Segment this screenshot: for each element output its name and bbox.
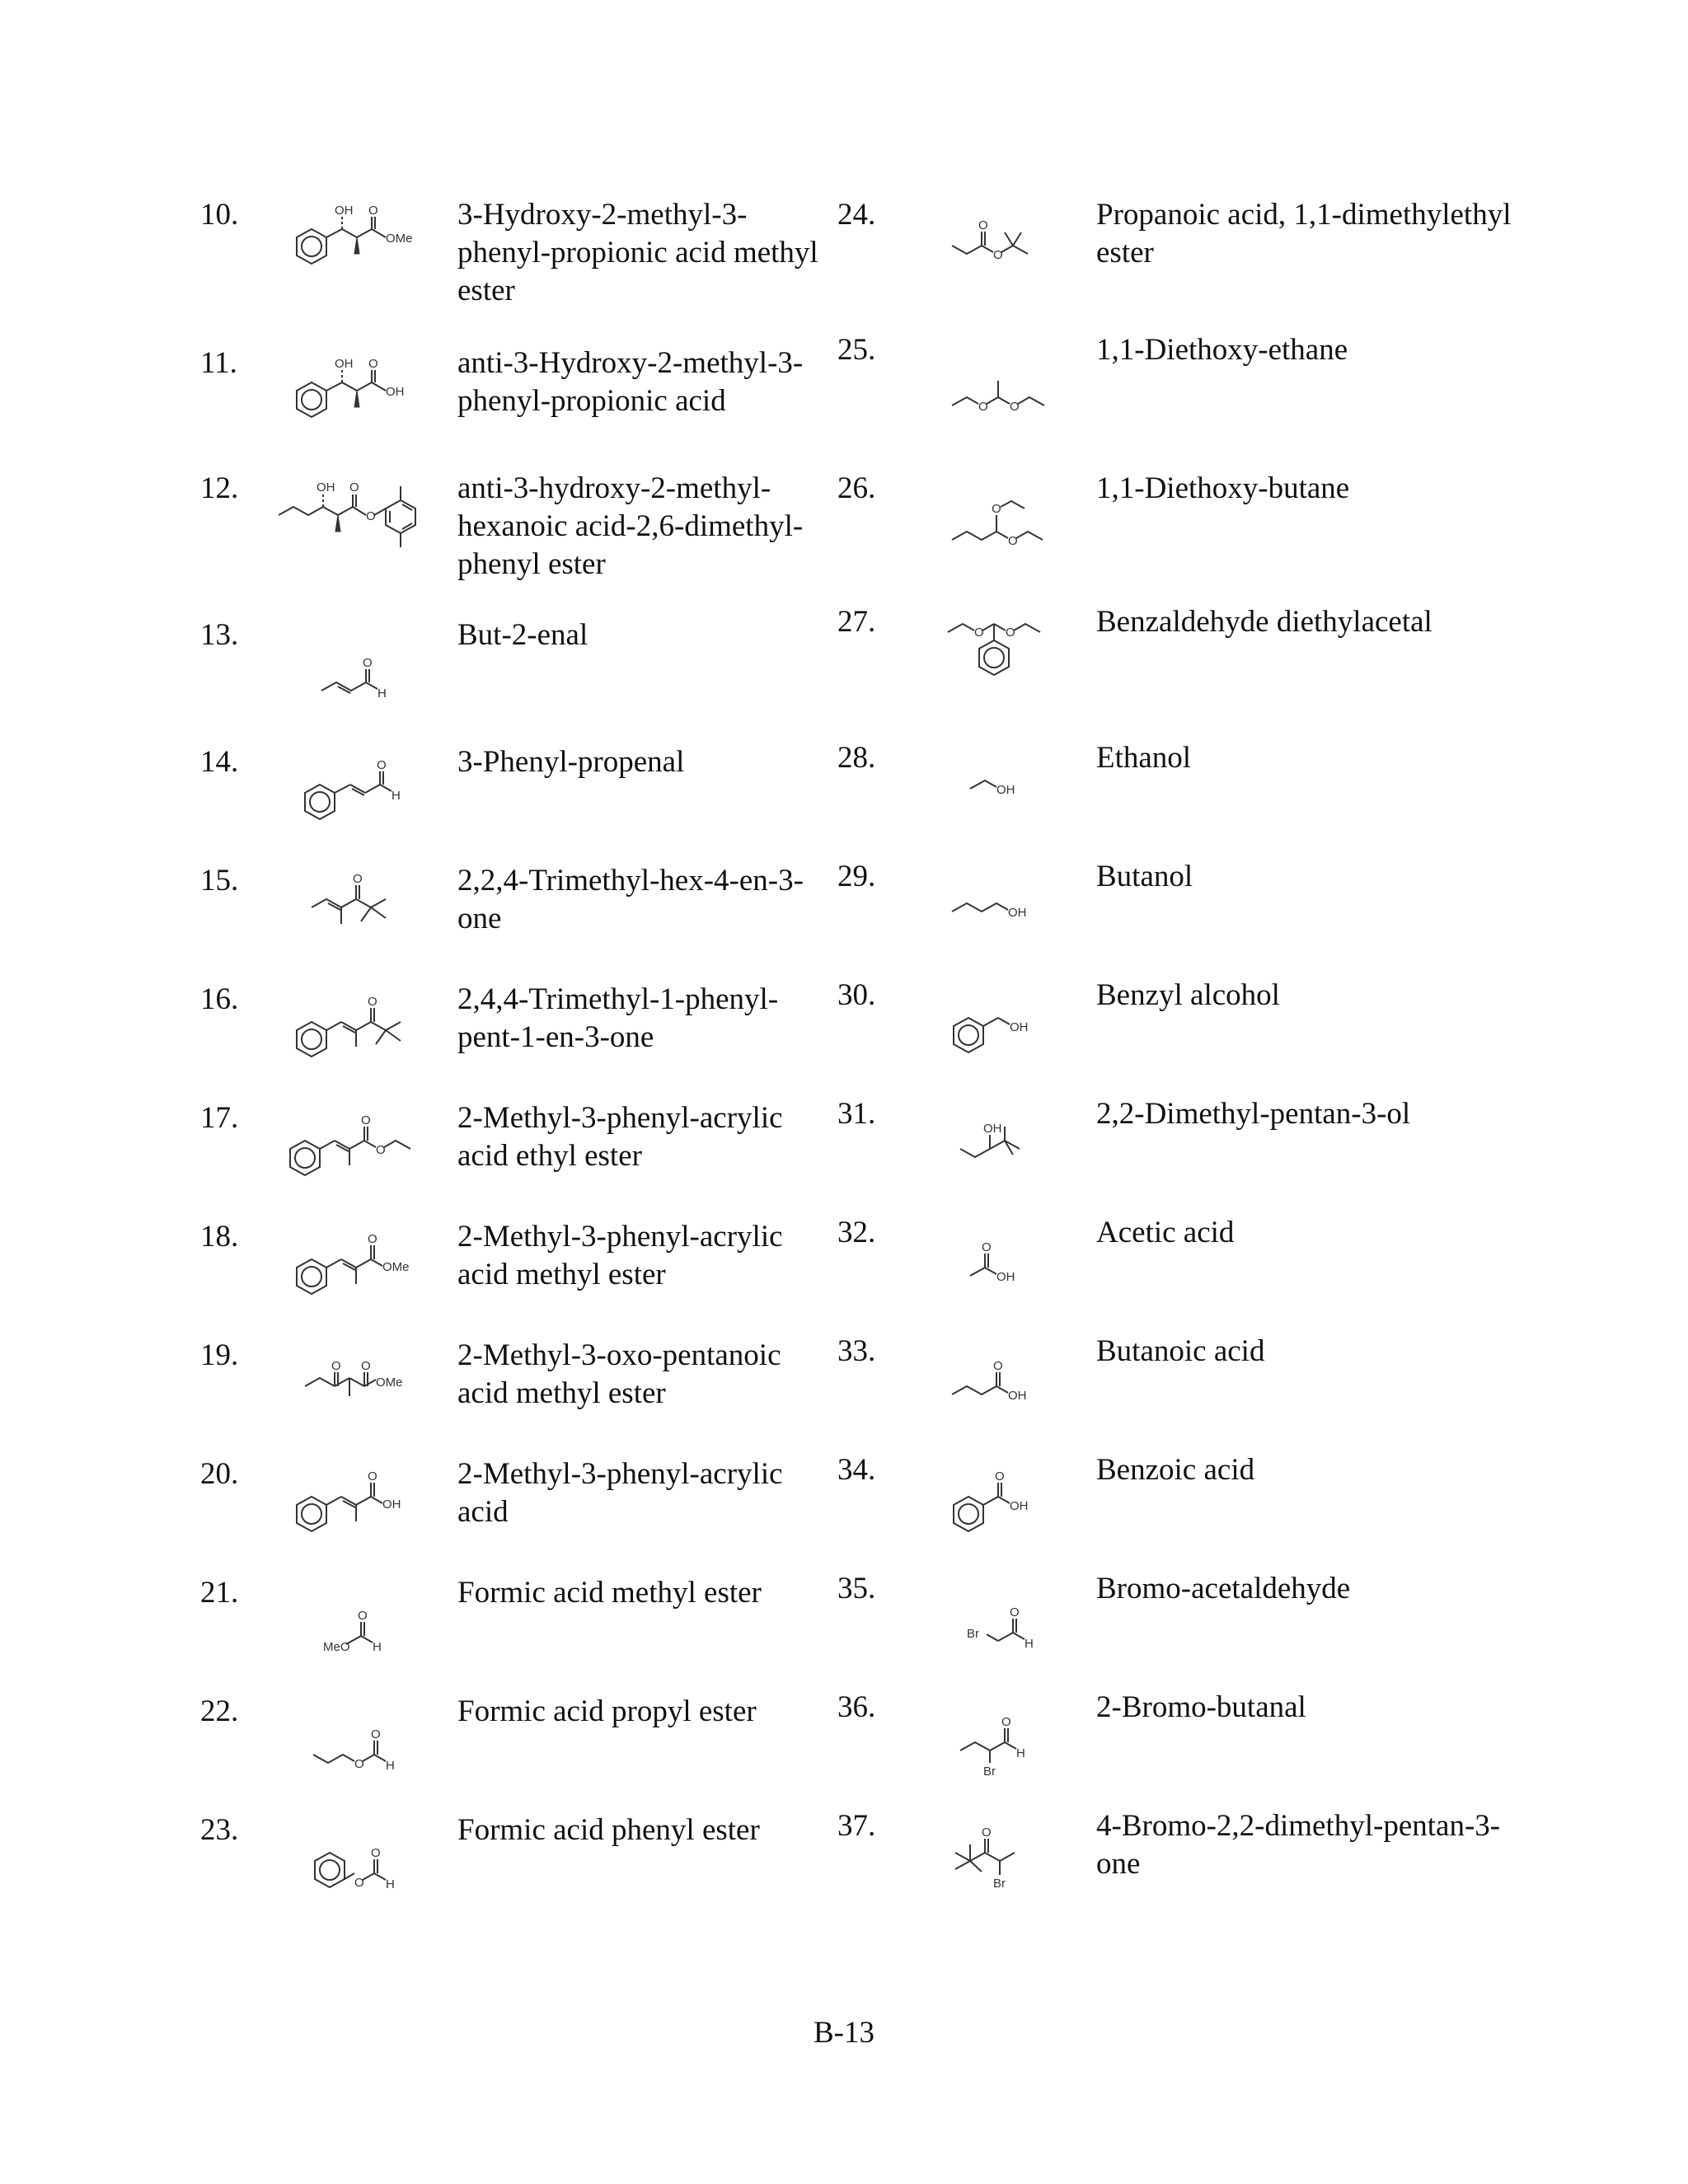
structure-image-29 — [919, 858, 1109, 957]
compound-number: 25. — [837, 333, 876, 367]
compound-name: Benzyl alcohol — [1096, 978, 1280, 1012]
compound-number: 18. — [200, 1220, 239, 1254]
atom-label: OMe — [386, 232, 413, 246]
atom-label: OH — [996, 1270, 1015, 1284]
atom-label: O — [992, 502, 1001, 516]
atom-label: O — [995, 1469, 1005, 1483]
atom-label: O — [366, 509, 376, 523]
atom-label: MeO — [323, 1640, 350, 1654]
compound-number: 29. — [837, 860, 876, 893]
structure-image-13 — [272, 616, 462, 715]
compound-number: 16. — [200, 982, 239, 1016]
atom-label: O — [1006, 626, 1015, 640]
compound-name: 1,1-Diethoxy-butane — [1096, 471, 1350, 505]
atom-label: O — [354, 1757, 364, 1771]
atom-label: Br — [993, 1877, 1006, 1891]
compound-name: 2-Bromo-butanal — [1096, 1690, 1306, 1724]
structure-image-18 — [272, 1218, 462, 1317]
atom-label: H — [1025, 1637, 1034, 1651]
compound-name: 2-Methyl-3-oxo-pentanoic acid methyl ester — [457, 1338, 781, 1410]
compound-number: 27. — [837, 605, 876, 639]
compound-name: 3-Hydroxy-2-methyl-3-phenyl-propionic acid methyl ester — [457, 198, 818, 307]
atom-label: H — [392, 789, 401, 803]
compound-number: 34. — [837, 1453, 876, 1487]
atom-label: OH — [1010, 1499, 1029, 1513]
structure-image-17 — [272, 1099, 462, 1198]
compound-number: 12. — [200, 471, 239, 505]
compound-name: 3-Phenyl-propenal — [457, 745, 685, 779]
atom-label: H — [377, 687, 387, 701]
atom-label: O — [993, 248, 1003, 262]
atom-label: O — [361, 1113, 371, 1127]
structure-image-11 — [272, 344, 462, 443]
compound-name: Butanoic acid — [1096, 1334, 1265, 1368]
atom-label: OMe — [382, 1260, 410, 1274]
compound-number: 17. — [200, 1101, 239, 1135]
compound-number: 37. — [837, 1809, 876, 1843]
atom-label: O — [993, 1359, 1003, 1373]
structure-image-20 — [272, 1455, 462, 1554]
atom-label: O — [377, 758, 387, 772]
atom-label: O — [982, 1240, 992, 1254]
compound-number: 36. — [837, 1690, 876, 1724]
atom-label: O — [1010, 1605, 1020, 1619]
atom-label: O — [978, 400, 988, 414]
atom-label: OH — [996, 783, 1015, 797]
structure-image-16 — [272, 981, 462, 1080]
compound-number: 26. — [837, 471, 876, 505]
atom-label: O — [368, 1232, 377, 1246]
atom-label: O — [368, 204, 378, 218]
structure-image-27 — [919, 603, 1109, 702]
structure-image-24 — [919, 196, 1109, 295]
compound-name: Benzoic acid — [1096, 1453, 1255, 1487]
compound-number: 24. — [837, 198, 876, 232]
structure-image-35 — [919, 1570, 1109, 1669]
compound-name: Butanol — [1096, 860, 1193, 893]
structure-image-32 — [919, 1214, 1109, 1313]
compound-name: 4-Bromo-2,2-dimethyl-pentan-3-one — [1096, 1809, 1501, 1881]
atom-label: O — [978, 218, 988, 232]
atom-label: OH — [316, 480, 335, 494]
atom-label: OH — [335, 204, 354, 218]
structure-image-22 — [272, 1693, 462, 1792]
atom-label: Br — [967, 1627, 979, 1641]
atom-label: OH — [1008, 1389, 1027, 1403]
atom-label: O — [361, 1359, 371, 1373]
atom-label: H — [386, 1877, 395, 1891]
atom-label: OH — [382, 1497, 401, 1511]
compound-name: 2-Methyl-3-phenyl-acrylic acid methyl ester — [457, 1220, 783, 1291]
compound-number: 22. — [200, 1694, 239, 1728]
structure-image-10 — [272, 196, 462, 295]
atom-label: O — [368, 995, 377, 1009]
compound-number: 32. — [837, 1216, 876, 1249]
structure-image-28 — [919, 739, 1109, 838]
atom-label: O — [371, 1846, 381, 1860]
compound-name: Formic acid propyl ester — [457, 1694, 757, 1728]
atom-label: OH — [335, 357, 354, 371]
atom-label: O — [982, 1825, 992, 1840]
compound-name: 2-Methyl-3-phenyl-acrylic acid — [457, 1457, 783, 1529]
atom-label: O — [358, 1609, 368, 1623]
atom-label: O — [331, 1359, 341, 1373]
structure-image-37 — [919, 1807, 1109, 1906]
structure-image-23 — [272, 1811, 462, 1910]
atom-label: O — [1001, 1715, 1011, 1729]
atom-label: O — [368, 1469, 377, 1483]
compound-name: Acetic acid — [1096, 1216, 1235, 1249]
compound-number: 11. — [200, 346, 237, 380]
atom-label: O — [1010, 400, 1020, 414]
structure-image-19 — [272, 1337, 462, 1436]
atom-label: OH — [1010, 1020, 1029, 1034]
compound-name: Propanoic acid, 1,1-dimethylethyl ester — [1096, 198, 1512, 269]
compound-name: Benzaldehyde diethylacetal — [1096, 605, 1432, 639]
atom-label: OH — [1008, 906, 1027, 920]
atom-label: H — [373, 1640, 382, 1654]
compound-number: 19. — [200, 1338, 239, 1372]
structure-image-33 — [919, 1333, 1109, 1432]
atom-label: O — [354, 1876, 364, 1890]
atom-label: O — [974, 626, 984, 640]
compound-name: Ethanol — [1096, 741, 1192, 775]
compound-name: Formic acid phenyl ester — [457, 1813, 760, 1847]
atom-label: H — [1016, 1746, 1025, 1760]
structure-image-14 — [272, 743, 462, 842]
structure-image-12 — [272, 470, 462, 569]
compound-number: 23. — [200, 1813, 239, 1847]
compound-number: 10. — [200, 198, 239, 232]
atom-label: OH — [983, 1122, 1002, 1136]
atom-label: O — [363, 656, 373, 670]
compound-number: 30. — [837, 978, 876, 1012]
compound-name: Formic acid methyl ester — [457, 1576, 762, 1610]
structure-image-21 — [272, 1574, 462, 1673]
compound-number: 33. — [837, 1334, 876, 1368]
atom-label: H — [386, 1759, 395, 1773]
compound-number: 35. — [837, 1572, 876, 1605]
atom-label: O — [371, 1727, 381, 1741]
compound-name: But-2-enal — [457, 618, 588, 652]
compound-number: 15. — [200, 864, 239, 898]
atom-label: O — [376, 1143, 386, 1157]
compound-number: 14. — [200, 745, 239, 779]
atom-label: OH — [386, 385, 405, 399]
structure-image-25 — [919, 331, 1109, 430]
structure-image-31 — [919, 1095, 1109, 1194]
atom-label: O — [368, 357, 378, 371]
structure-image-30 — [919, 977, 1109, 1076]
structure-image-15 — [272, 862, 462, 961]
compound-number: 21. — [200, 1576, 239, 1610]
page-number: B-13 — [814, 2016, 874, 2050]
compound-name: anti-3-Hydroxy-2-methyl-3-phenyl-propionic acid — [457, 346, 804, 418]
compound-number: 28. — [837, 741, 876, 775]
structure-image-26 — [919, 470, 1109, 569]
compound-number: 31. — [837, 1097, 876, 1131]
atom-label: Br — [983, 1765, 996, 1779]
compound-name: 1,1-Diethoxy-ethane — [1096, 333, 1348, 367]
compound-name: 2-Methyl-3-phenyl-acrylic acid ethyl ester — [457, 1101, 783, 1173]
atom-label: O — [349, 480, 359, 494]
compound-number: 13. — [200, 618, 239, 652]
atom-label: O — [353, 872, 363, 886]
atom-label: OMe — [376, 1376, 403, 1390]
compound-name: 2,4,4-Trimethyl-1-phenyl-pent-1-en-3-one — [457, 982, 779, 1054]
structure-image-34 — [919, 1451, 1109, 1550]
compound-name: anti-3-hydroxy-2-methyl-hexanoic acid-2,6-dimethyl-phenyl ester — [457, 471, 804, 581]
atom-label: O — [1008, 534, 1018, 548]
compound-name: Bromo-acetaldehyde — [1096, 1572, 1351, 1605]
structure-image-36 — [919, 1689, 1109, 1788]
compound-name: 2,2,4-Trimethyl-hex-4-en-3-one — [457, 864, 804, 935]
compound-number: 20. — [200, 1457, 239, 1491]
compound-name: 2,2-Dimethyl-pentan-3-ol — [1096, 1097, 1411, 1131]
